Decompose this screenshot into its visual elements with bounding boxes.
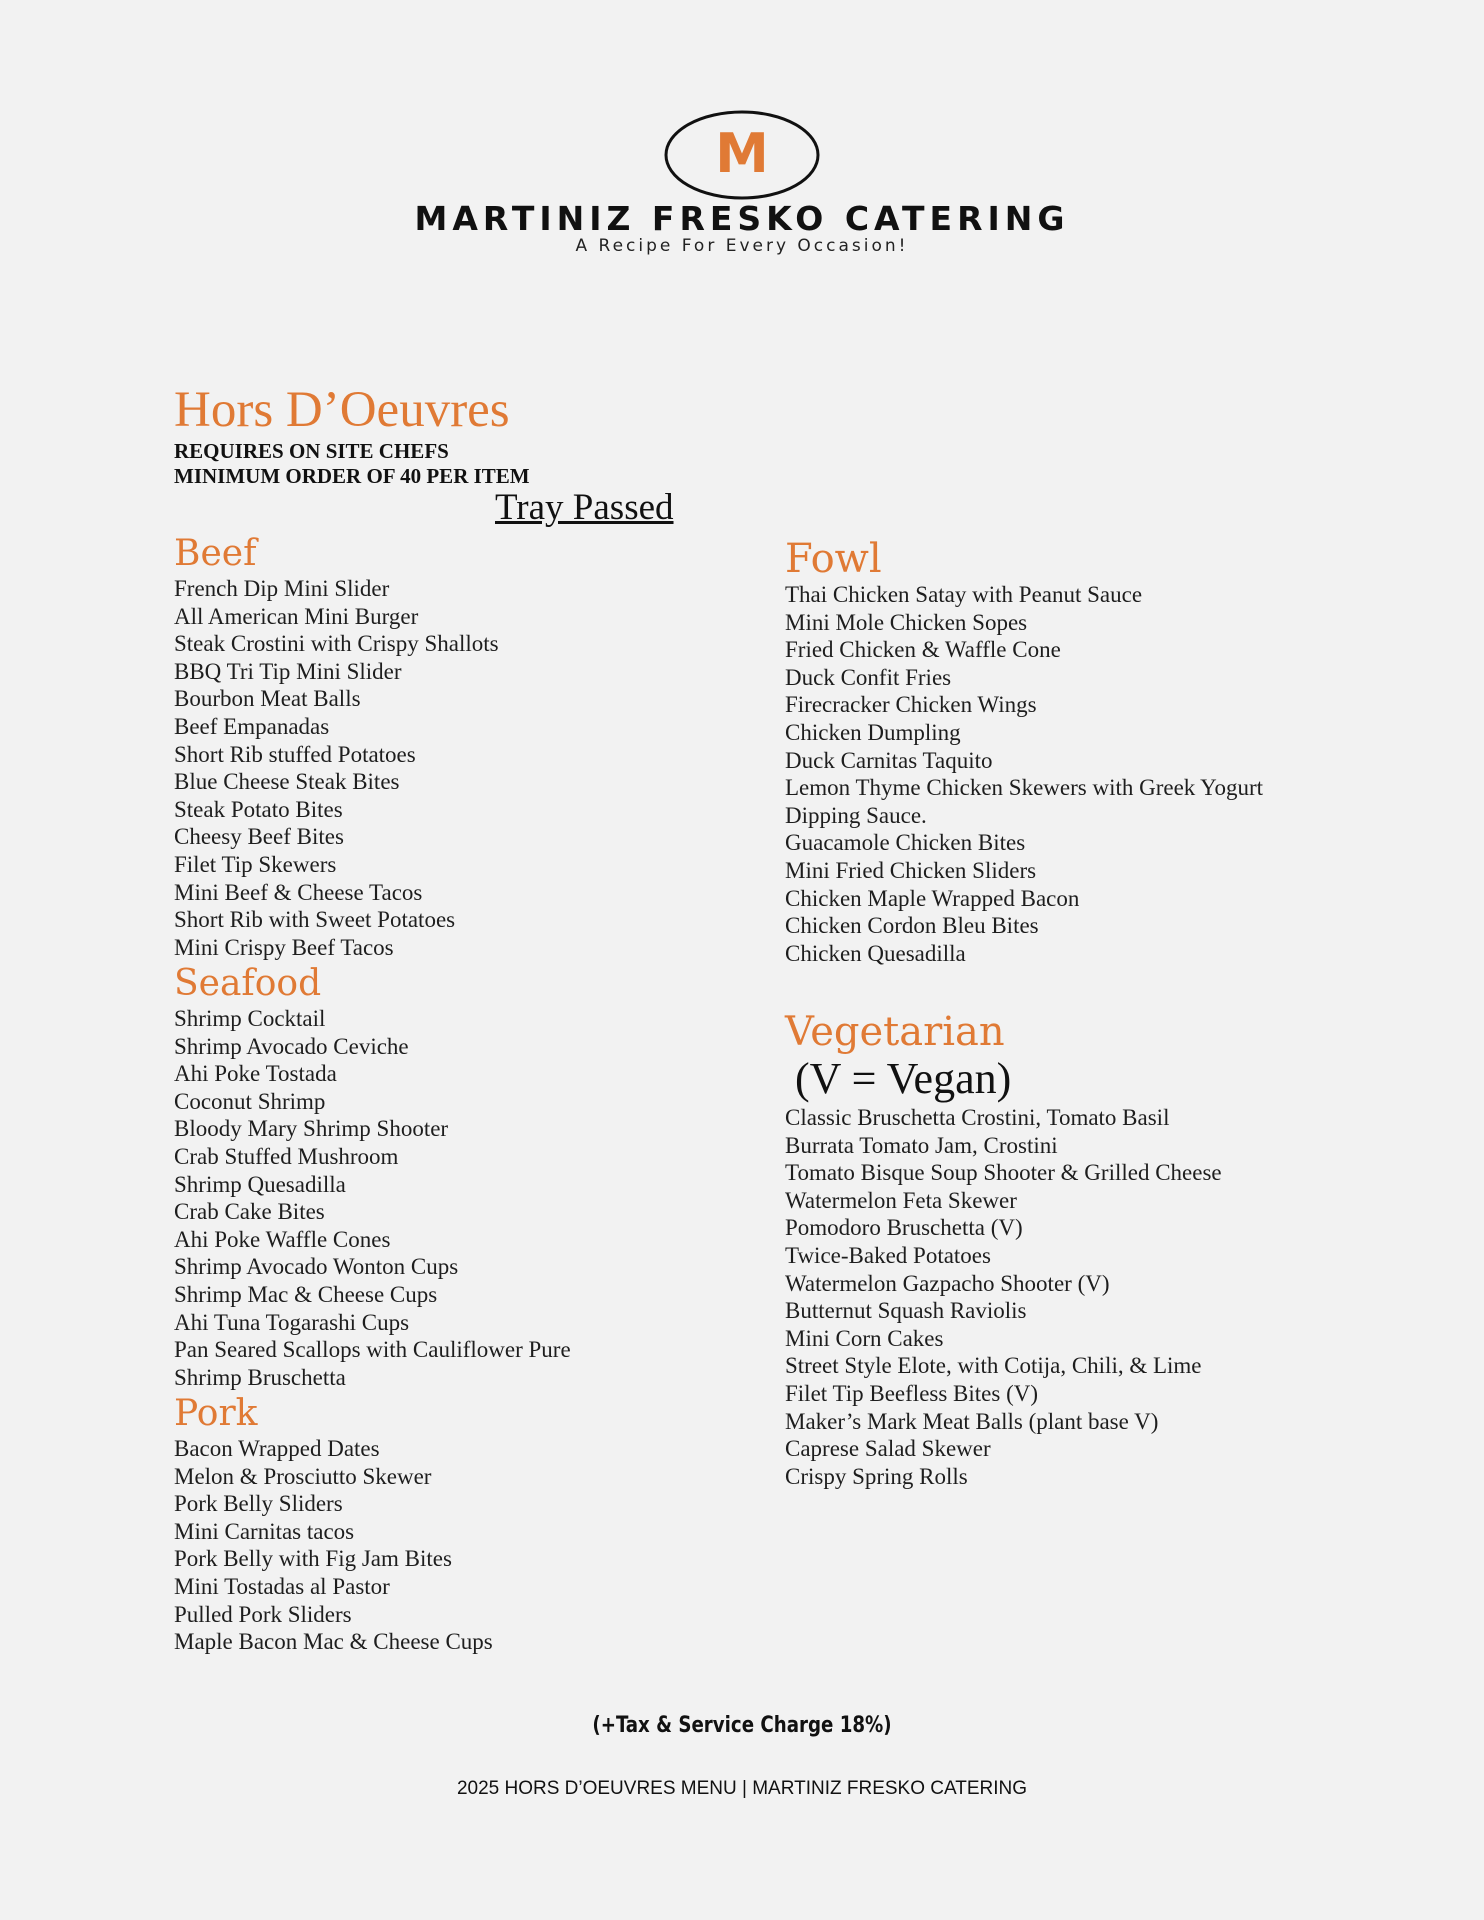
menu-item: BBQ Tri Tip Mini Slider [174,658,402,684]
menu-item: Watermelon Feta Skewer [785,1187,1017,1213]
menu-item: Mini Carnitas tacos [174,1518,355,1544]
menu-item: Ahi Tuna Togarashi Cups [174,1309,410,1335]
menu-item: Bloody Mary Shrimp Shooter [174,1116,449,1142]
menu-item: Maple Bacon Mac & Cheese Cups [174,1629,493,1655]
menu-item: Mini Beef & Cheese Tacos [174,879,423,905]
menu-item: Duck Carnitas Taquito [785,747,993,773]
menu-item: Steak Crostini with Crispy Shallots [174,631,499,657]
menu-item: Mini Corn Cakes [785,1325,944,1351]
menu-item: Firecracker Chicken Wings [785,692,1037,718]
menu-item: Pork Belly with Fig Jam Bites [174,1546,452,1572]
menu-item: Crispy Spring Rolls [785,1463,968,1489]
menu-item: Shrimp Quesadilla [174,1171,346,1197]
menu-item: Pomodoro Bruschetta (V) [785,1215,1023,1241]
menu-item: Pan Seared Scallops with Cauliflower Pure [174,1337,571,1363]
menu-item: Pulled Pork Sliders [174,1601,352,1627]
menu-item: Short Rib stuffed Potatoes [174,741,416,767]
logo [0,108,1484,255]
menu-item: Shrimp Avocado Ceviche [174,1033,409,1059]
menu-item: Shrimp Avocado Wonton Cups [174,1254,459,1280]
menu-item: Ahi Poke Tostada [174,1061,337,1087]
section-seafood [174,963,571,1391]
menu-item: All American Mini Burger [174,603,419,629]
page-title: Hors D’Oeuvres [174,382,510,438]
menu-item: Chicken Quesadilla [785,940,966,966]
menu-item: Twice-Baked Potatoes [785,1242,991,1268]
tax-note: (+Tax & Service Charge 18%) [592,1713,892,1738]
pork-items [174,1435,493,1656]
menu-item: Mini Crispy Beef Tacos [174,934,394,960]
section-pork [174,1393,493,1656]
menu-item: Chicken Cordon Bleu Bites [785,913,1039,939]
menu-item: Butternut Squash Raviolis [785,1298,1027,1324]
menu-item: Mini Mole Chicken Sopes [785,609,1028,635]
menu-item: French Dip Mini Slider [174,576,390,601]
vegetarian-items [785,1104,1222,1490]
menu-item: Short Rib with Sweet Potatoes [174,907,456,933]
menu-item: Burrata Tomato Jam, Crostini [785,1132,1058,1158]
vegan-legend: (V = Vegan) [795,1054,1012,1103]
menu-item: Chicken Maple Wrapped Bacon [785,885,1080,911]
menu-item: Street Style Elote, with Cotija, Chili, & Lime [785,1353,1202,1379]
requirement-chefs: REQUIRES ON SITE CHEFS [174,439,449,463]
brand-tagline: A Recipe For Every Occasion! [575,236,909,256]
menu-item: Lemon Thyme Chicken Skewers with Greek Yogurt [785,775,1264,801]
menu-item: Shrimp Bruschetta [174,1364,346,1390]
logo-letter: M [715,122,769,185]
fowl-items [785,581,1263,967]
brand-name: MARTINIZ FRESKO CATERING [414,199,1070,238]
section-heading: Beef [174,533,257,574]
section-fowl [785,537,1263,967]
menu-item: Crab Stuffed Mushroom [174,1143,399,1169]
service-style-heading: Tray Passed [495,487,674,528]
menu-item: Crab Cake Bites [174,1199,325,1225]
beef-items [174,575,499,961]
menu-item: Guacamole Chicken Bites [785,830,1026,856]
menu-item: Watermelon Gazpacho Shooter (V) [785,1270,1110,1296]
menu-item: Tomato Bisque Soup Shooter & Grilled Cheese [785,1160,1222,1186]
requirement-minimum: MINIMUM ORDER OF 40 PER ITEM [174,464,530,488]
section-vegetarian [785,1010,1222,1490]
menu-item: Filet Tip Beefless Bites (V) [785,1380,1039,1406]
seafood-items [174,1005,571,1391]
menu-item: Filet Tip Skewers [174,851,337,877]
menu-item: Pork Belly Sliders [174,1491,343,1517]
menu-item: Mini Fried Chicken Sliders [785,857,1037,883]
menu-item: Classic Bruschetta Crostini, Tomato Basil [785,1105,1170,1130]
menu-item: Fried Chicken & Waffle Cone [785,637,1061,663]
menu-item: Mini Tostadas al Pastor [174,1573,390,1599]
section-beef [174,533,499,961]
footer-caption: 2025 HORS D’OEUVRES MENU | MARTINIZ FRESKO CATERING [456,1778,1028,1799]
menu-item: Thai Chicken Satay with Peanut Sauce [785,582,1143,607]
menu-item: Chicken Dumpling [785,719,961,745]
menu-item: Shrimp Cocktail [174,1006,326,1031]
menu-item: Melon & Prosciutto Skewer [174,1463,432,1489]
menu-item: Maker’s Mark Meat Balls (plant base V) [785,1408,1159,1434]
menu-item: Caprese Salad Skewer [785,1436,991,1462]
menu-item: Shrimp Mac & Cheese Cups [174,1281,438,1307]
menu-item: Beef Empanadas [174,713,330,739]
section-heading: Vegetarian [785,1009,1005,1055]
menu-item: Bacon Wrapped Dates [174,1436,380,1461]
menu-item: Coconut Shrimp [174,1088,326,1114]
section-heading: Pork [174,1393,258,1434]
menu-item: Steak Potato Bites [174,796,343,822]
logo-emblem [662,108,822,202]
menu-item: Cheesy Beef Bites [174,824,344,850]
menu-item: Blue Cheese Steak Bites [174,769,400,795]
section-heading: Seafood [174,963,322,1004]
menu-item: Bourbon Meat Balls [174,686,361,712]
section-heading: Fowl [785,536,882,582]
menu-item: Duck Confit Fries [785,664,952,690]
menu-item: Dipping Sauce. [785,802,927,828]
menu-item: Ahi Poke Waffle Cones [174,1226,391,1252]
